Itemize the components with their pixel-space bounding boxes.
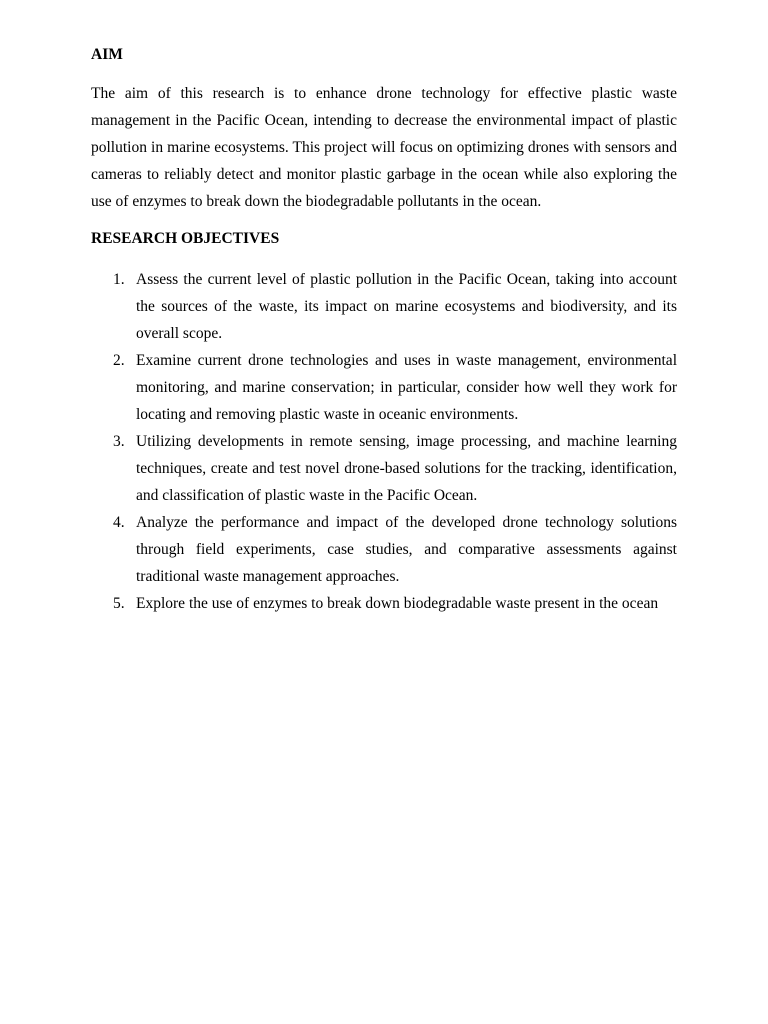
- objective-number: 2.: [113, 352, 125, 369]
- objective-item: [91, 428, 677, 509]
- objective-item: [91, 347, 677, 428]
- objective-number: 5.: [113, 595, 125, 612]
- research-objectives-heading: RESEARCH OBJECTIVES: [91, 230, 280, 247]
- objective-text: Examine current drone technologies and uses in waste management, environmental monitoring, and marine conservation; in particular, consider how well they work for locating and removing plastic waste in oceanic environments.: [136, 352, 677, 423]
- objective-text: Analyze the performance and impact of the developed drone technology solutions through field experiments, case studies, and comparative assessments against traditional waste management approaches.: [136, 514, 677, 585]
- objective-text: Assess the current level of plastic pollution in the Pacific Ocean, taking into account the sources of the waste, its impact on marine ecosystems and biodiversity, and its overall scope.: [136, 271, 677, 342]
- objective-item: [91, 590, 677, 617]
- objective-number: 4.: [113, 514, 125, 531]
- objective-number: 1.: [113, 271, 125, 288]
- objective-item: [91, 509, 677, 590]
- objective-text: Explore the use of enzymes to break down biodegradable waste present in the ocean: [136, 595, 659, 612]
- objectives-list: [91, 266, 677, 617]
- objective-item: [91, 266, 677, 347]
- aim-paragraph: The aim of this research is to enhance drone technology for effective plastic waste management in the Pacific Ocean, intending to decrease the environmental impact of plastic pollution in marine ecosystems. This project will focus on optimizing drones with sensors and cameras to reliably detect and monitor plastic garbage in the ocean while also exploring the use of enzymes to break down the biodegradable pollutants in the ocean.: [91, 85, 677, 210]
- objective-number: 3.: [113, 433, 125, 450]
- objective-text: Utilizing developments in remote sensing, image processing, and machine learning techniques, create and test novel drone-based solutions for the tracking, identification, and classification of plastic waste in the Pacific Ocean.: [136, 433, 677, 504]
- aim-heading: AIM: [91, 46, 123, 63]
